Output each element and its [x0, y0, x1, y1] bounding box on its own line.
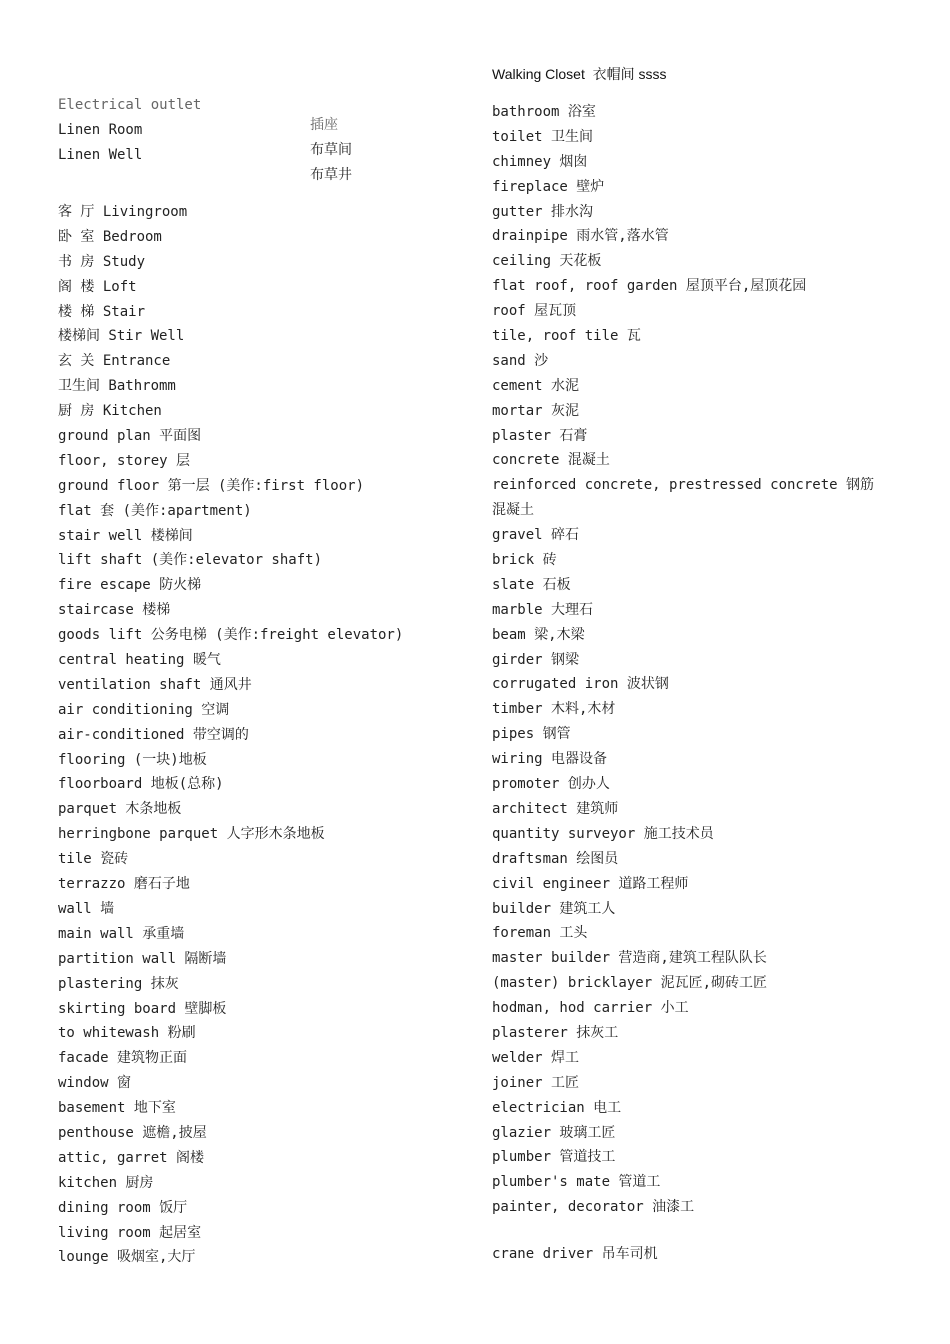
term-row: partition wall 隔断墙: [58, 950, 227, 967]
term-row: plumber's mate 管道工: [492, 1174, 661, 1191]
term-row: parquet 木条地板: [58, 801, 182, 818]
term-row: plumber 管道技工: [492, 1149, 616, 1166]
term-row: flat 套 (美作:apartment): [58, 502, 252, 519]
term-row: pipes 钢管: [492, 726, 571, 743]
left-term-list: [58, 200, 488, 1270]
spacer: [492, 1220, 912, 1242]
term-row: joiner 工匠: [492, 1074, 580, 1091]
term-row: beam 梁,木梁: [492, 626, 585, 643]
term-row: gravel 碎石: [492, 527, 580, 544]
term-row: facade 建筑物正面: [58, 1050, 188, 1067]
term-row: plasterer 抹灰工: [492, 1024, 619, 1041]
term-row: marble 大理石: [492, 601, 594, 618]
term-row: foreman 工头: [492, 925, 588, 942]
term-row: builder 建筑工人: [492, 900, 616, 917]
term-row: basement 地下室: [58, 1100, 176, 1117]
term-row: fireplace 壁炉: [492, 178, 605, 195]
term-row: plaster 石膏: [492, 427, 588, 444]
term-row: lift shaft (美作:elevator shaft): [58, 552, 323, 569]
term-row: roof 屋瓦顶: [492, 303, 577, 320]
term-row: to whitewash 粉刷: [58, 1025, 196, 1042]
term-row: 楼梯间 Stir Well: [58, 328, 185, 345]
term-row: 卧 室 Bedroom: [58, 228, 162, 245]
term-row: painter, decorator 油漆工: [492, 1199, 695, 1216]
term-row: 阁 楼 Loft: [58, 278, 137, 295]
term-row: reinforced concrete, prestressed concrete 钢筋: [492, 477, 875, 494]
term-row: sand 沙: [492, 352, 549, 369]
term-row: floor, storey 层: [58, 452, 191, 469]
term-row: floorboard 地板(总称): [58, 776, 224, 793]
term-row: staircase 楼梯: [58, 602, 171, 619]
term-row: corrugated iron 波状钢: [492, 676, 669, 693]
term-row: master builder 营造商,建筑工程队队长: [492, 950, 767, 967]
term-row: air-conditioned 带空调的: [58, 726, 249, 743]
term-row: window 窗: [58, 1075, 132, 1092]
term-row: 楼 梯 Stair: [58, 303, 146, 320]
term-row: crane driver 吊车司机: [492, 1246, 658, 1263]
term-english: Linen Well: [58, 147, 143, 163]
term-row: bathroom 浴室: [492, 104, 596, 120]
term-row: chimney 烟囱: [492, 153, 588, 170]
term-row: brick 砖: [492, 552, 557, 569]
term-row: skirting board 壁脚板: [58, 1000, 227, 1017]
term-chinese: 插座: [310, 117, 338, 133]
right-term-list: [492, 100, 912, 1267]
term-row: herringbone parquet 人字形木条地板: [58, 826, 325, 843]
term-row: promoter 创办人: [492, 776, 610, 793]
term-row: 书 房 Study: [58, 253, 146, 270]
term-row: civil engineer 道路工程师: [492, 875, 689, 892]
term-english: Electrical outlet: [58, 97, 202, 113]
term-row: draftsman 绘图员: [492, 850, 619, 867]
term-row: air conditioning 空调: [58, 701, 230, 718]
term-row: electrician 电工: [492, 1099, 622, 1116]
walking-closet-heading: Walking Closet 衣帽间 ssss: [492, 66, 667, 82]
term-row: kitchen 厨房: [58, 1174, 154, 1191]
term-row: fire escape 防火梯: [58, 577, 202, 594]
term-row: gutter 排水沟: [492, 203, 594, 220]
term-row: ground floor 第一层 (美作:first floor): [58, 477, 365, 494]
term-row: attic, garret 阁楼: [58, 1149, 205, 1166]
term-row: hodman, hod carrier 小工: [492, 1000, 689, 1017]
term-row: 客 厅 Livingroom: [58, 204, 188, 220]
term-row: slate 石板: [492, 576, 571, 593]
term-chinese: 布草间: [310, 142, 352, 158]
term-row: goods lift 公务电梯 (美作:freight elevator): [58, 627, 404, 644]
term-row: 玄 关 Entrance: [58, 353, 171, 370]
term-row: wiring 电器设备: [492, 751, 608, 768]
term-row: concrete 混凝土: [492, 452, 610, 469]
term-row: 厨 房 Kitchen: [58, 403, 162, 420]
term-row: terrazzo 磨石子地: [58, 876, 190, 893]
term-row: quantity surveyor 施工技术员: [492, 825, 714, 842]
term-row: tile 瓷砖: [58, 851, 129, 868]
term-row: 混凝土: [492, 502, 534, 519]
term-row: ceiling 天花板: [492, 253, 602, 270]
term-row: tile, roof tile 瓦: [492, 328, 641, 345]
term-row: flooring (一块)地板: [58, 751, 207, 768]
term-row: toilet 卫生间: [492, 128, 594, 145]
term-row: timber 木料,木材: [492, 701, 616, 718]
term-row: ventilation shaft 通风井: [58, 676, 252, 693]
term-chinese: 布草井: [310, 167, 352, 183]
term-row: girder 钢梁: [492, 651, 580, 668]
term-row: glazier 玻璃工匠: [492, 1124, 616, 1141]
term-row: dining room 饭厅: [58, 1199, 188, 1216]
term-row: lounge 吸烟室,大厅: [58, 1249, 196, 1266]
term-row: welder 焊工: [492, 1049, 580, 1066]
term-row: architect 建筑师: [492, 800, 619, 817]
term-row: ground plan 平面图: [58, 428, 202, 445]
term-row: plastering 抹灰: [58, 975, 179, 992]
term-row: (master) bricklayer 泥瓦匠,砌砖工匠: [492, 975, 768, 992]
term-row: drainpipe 雨水管,落水管: [492, 228, 669, 245]
term-english: Linen Room: [58, 122, 143, 138]
header-term-pairs: [58, 75, 478, 183]
term-row: central heating 暖气: [58, 652, 221, 669]
term-row: cement 水泥: [492, 377, 580, 394]
term-row: 卫生间 Bathromm: [58, 378, 176, 395]
term-row: flat roof, roof garden 屋顶平台,屋顶花园: [492, 278, 807, 295]
term-row: stair well 楼梯间: [58, 527, 193, 544]
term-row: living room 起居室: [58, 1224, 202, 1241]
term-row: mortar 灰泥: [492, 402, 580, 419]
term-row: main wall 承重墙: [58, 925, 185, 942]
term-row: wall 墙: [58, 900, 115, 917]
term-row: penthouse 遮檐,披屋: [58, 1124, 207, 1141]
